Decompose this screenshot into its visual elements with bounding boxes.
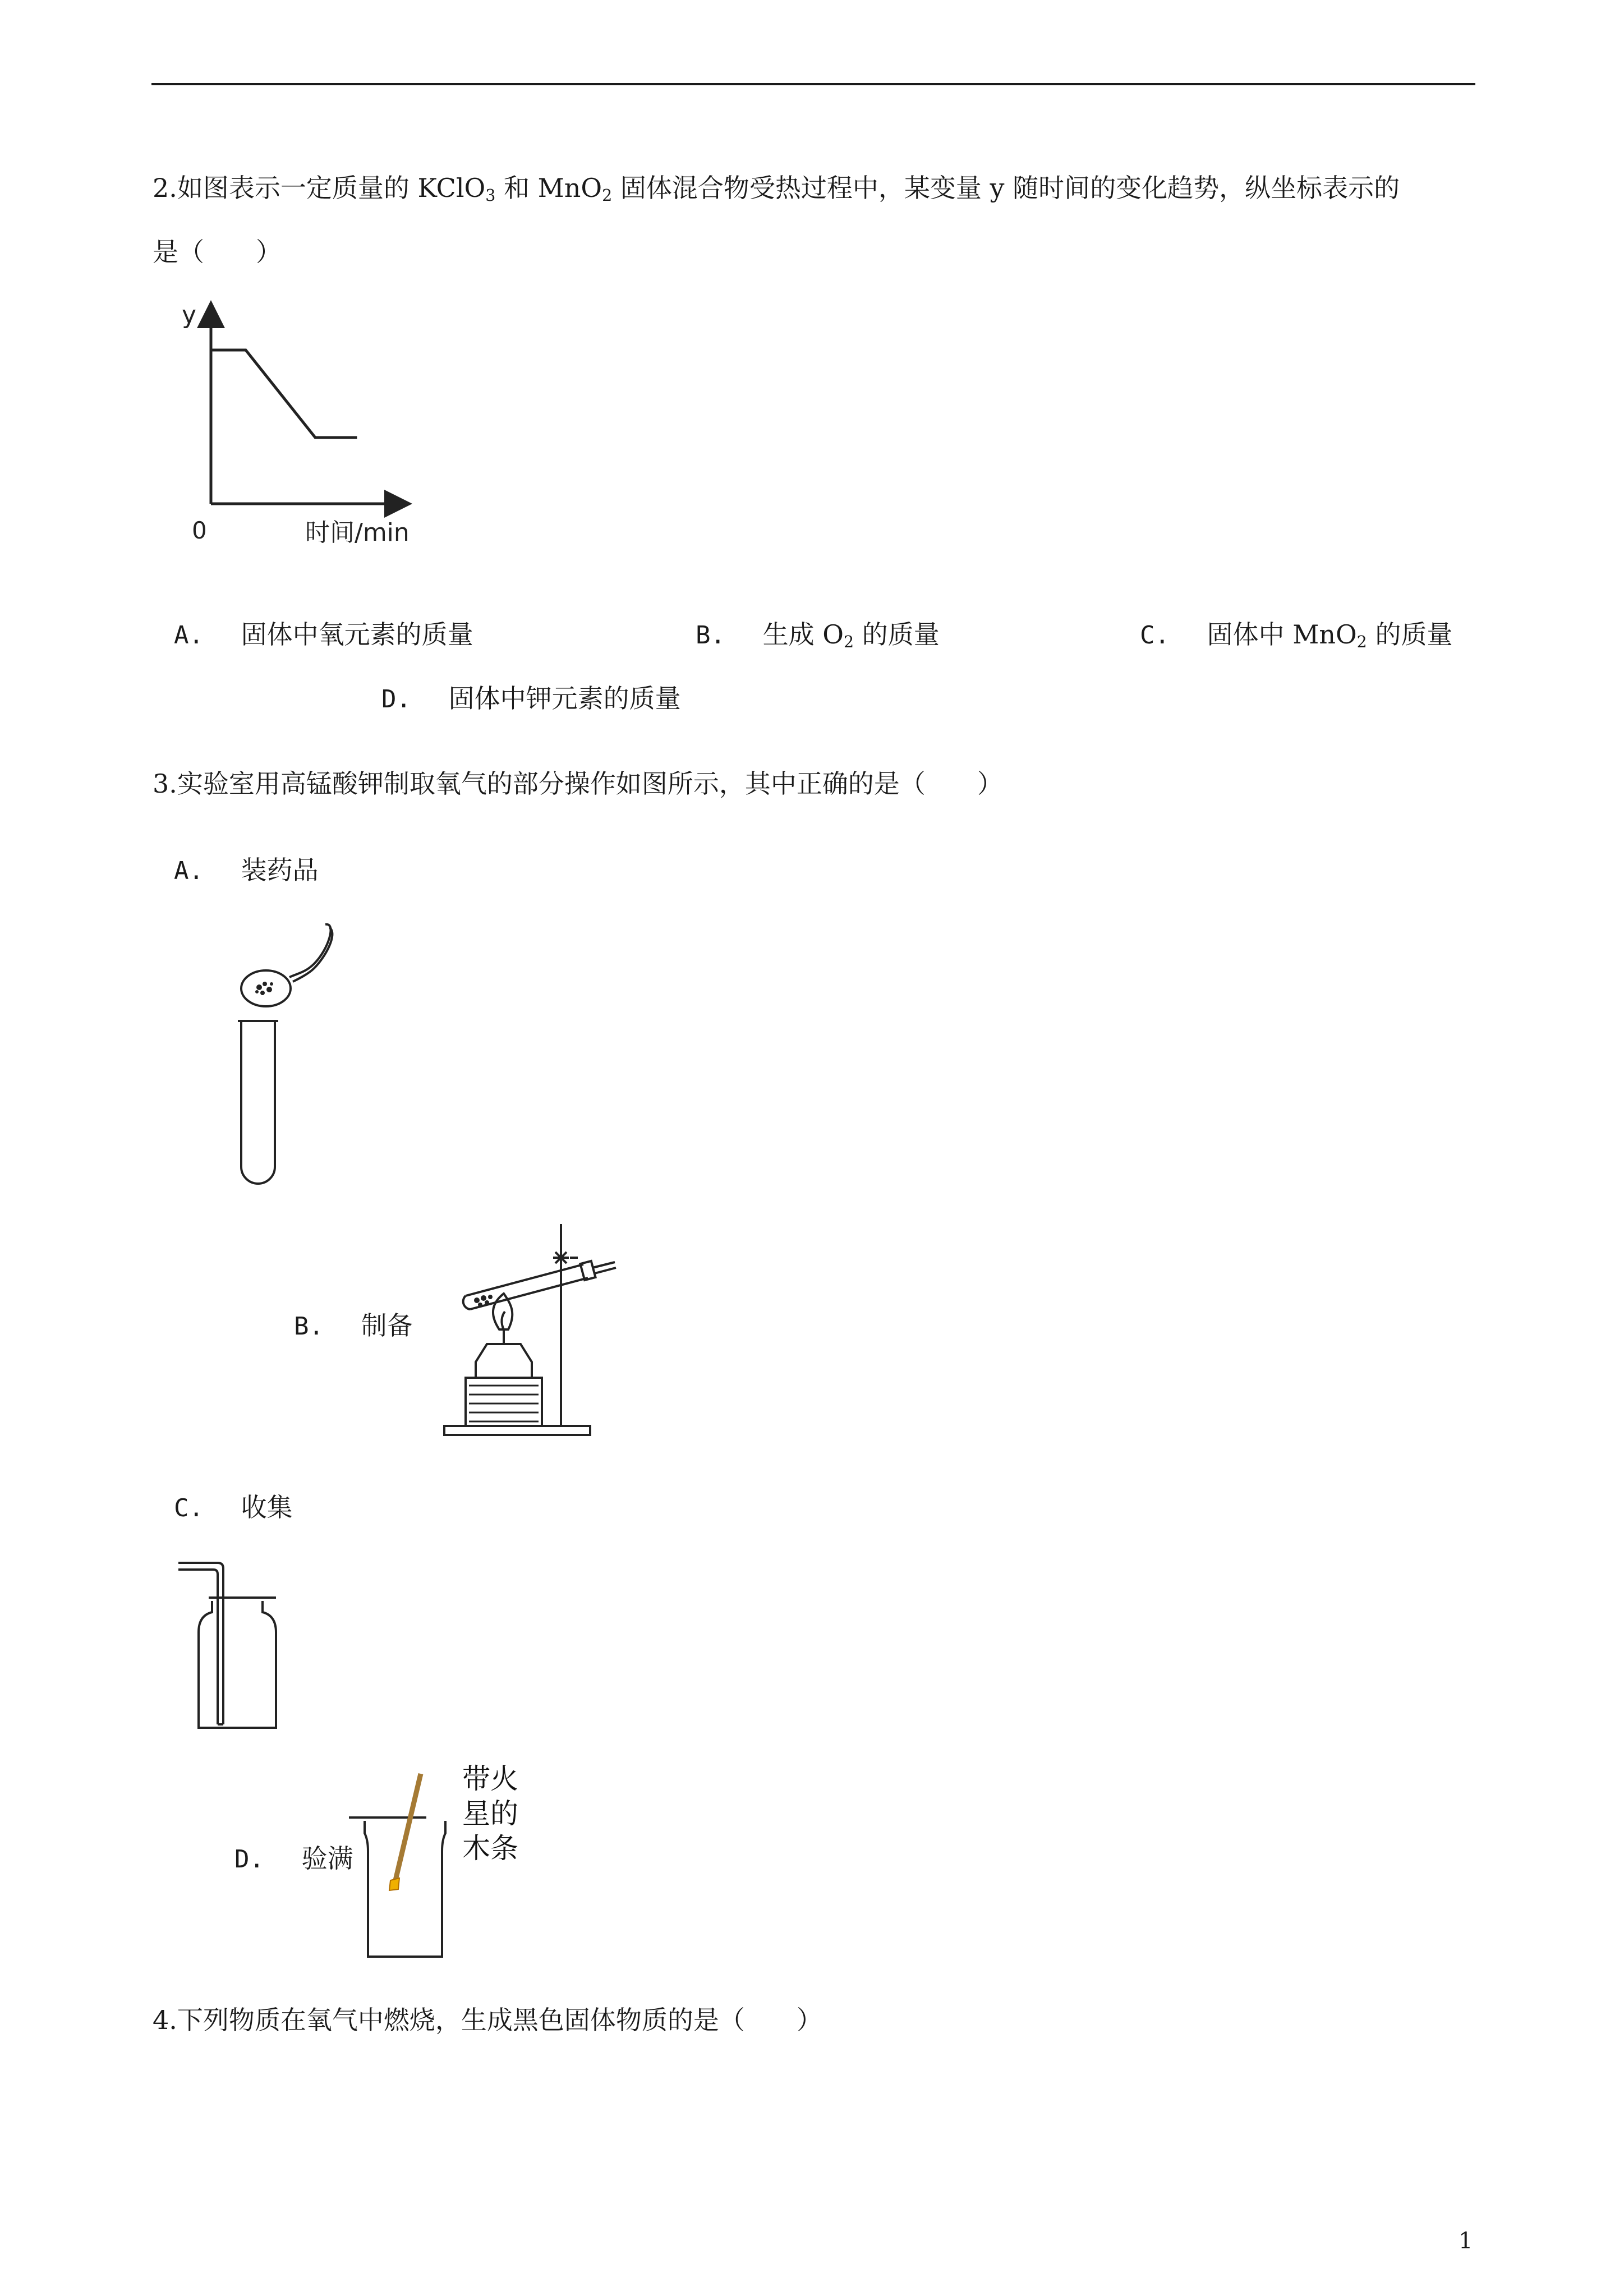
spatula-icon <box>241 924 332 1006</box>
figure-label-line3: 木条 <box>462 1832 518 1865</box>
option-letter: D. <box>381 685 411 714</box>
subscript: 2 <box>602 186 613 205</box>
x-axis-label: 时间/min <box>305 518 410 547</box>
option-text: 收集 <box>241 1492 293 1522</box>
question-2-stem-line2: 是（ ） <box>153 237 282 267</box>
question-number: 2. <box>153 173 177 203</box>
powder-icon <box>255 982 273 995</box>
subscript: 3 <box>485 186 496 205</box>
question-4-stem <box>153 2007 822 2033</box>
option-c <box>174 1494 293 1521</box>
series-line <box>211 350 357 438</box>
question-3-stem <box>153 771 1003 797</box>
option-text: 验满 <box>301 1843 353 1874</box>
stem-text: 和 MnO <box>495 173 602 203</box>
stem-text: 如图表示一定质量的 KClO <box>177 173 486 203</box>
question-2-stem <box>153 175 1400 204</box>
option-c <box>1140 619 1453 652</box>
spatula-test-tube-figure <box>230 920 342 1189</box>
stem-text: 实验室用高锰酸钾制取氧气的部分操作如图所示，其中正确的是（ ） <box>177 769 1003 799</box>
option-letter: C. <box>174 1494 204 1522</box>
test-tube-icon <box>241 1021 275 1184</box>
option-text: 固体中钾元素的质量 <box>448 683 681 714</box>
option-text: 固体中氧元素的质量 <box>241 619 473 650</box>
stopper-icon <box>580 1261 595 1280</box>
question-number: 4. <box>153 2005 177 2035</box>
option-letter: D. <box>234 1845 264 1874</box>
option-text: 装药品 <box>241 855 319 885</box>
page-number: 1 <box>1459 2228 1473 2254</box>
option-letter: B. <box>294 1312 324 1341</box>
option-a <box>174 857 319 884</box>
figure-label-line2: 星的 <box>462 1797 518 1830</box>
header-rule <box>151 83 1475 85</box>
option-text: 生成 $O_2$ 的质量 <box>762 619 940 652</box>
option-letter: C. <box>1140 621 1170 650</box>
origin-label: 0 <box>192 517 207 544</box>
heating-apparatus-figure <box>438 1217 617 1442</box>
glowing-tip-icon <box>389 1878 399 1890</box>
glowing-splint-figure <box>342 1756 578 1969</box>
alcohol-lamp-icon <box>476 1344 532 1378</box>
option-letter: A. <box>174 857 204 885</box>
delivery-tube <box>592 1262 616 1273</box>
y-axis-label: y <box>182 301 197 329</box>
option-letter: A. <box>174 621 204 650</box>
option-b <box>294 1310 413 1341</box>
stem-text: 下列物质在氧气中燃烧，生成黑色固体物质的是（ ） <box>177 2005 822 2035</box>
option-letter: B. <box>696 621 725 650</box>
option-d <box>381 685 681 712</box>
gas-collection-bottle-figure <box>174 1554 286 1739</box>
q2-line-chart <box>168 303 438 561</box>
option-text: 固体中 MnO$_2$ 的质量 <box>1207 619 1453 652</box>
option-b <box>696 619 940 652</box>
delivery-tube <box>178 1563 223 1724</box>
option-a <box>174 619 473 650</box>
test-tube-icon <box>466 1264 588 1309</box>
gas-bottle-icon <box>199 1601 276 1728</box>
option-text: 制备 <box>361 1310 413 1341</box>
option-d <box>234 1843 353 1874</box>
question-number: 3. <box>153 769 177 799</box>
iron-stand-base <box>444 1426 590 1435</box>
stem-text: 固体混合物受热过程中，某变量 y 随时间的变化趋势，纵坐标表示的 <box>612 173 1400 203</box>
wooden-splint-icon <box>395 1774 421 1883</box>
figure-label-line1: 带火 <box>462 1763 518 1795</box>
